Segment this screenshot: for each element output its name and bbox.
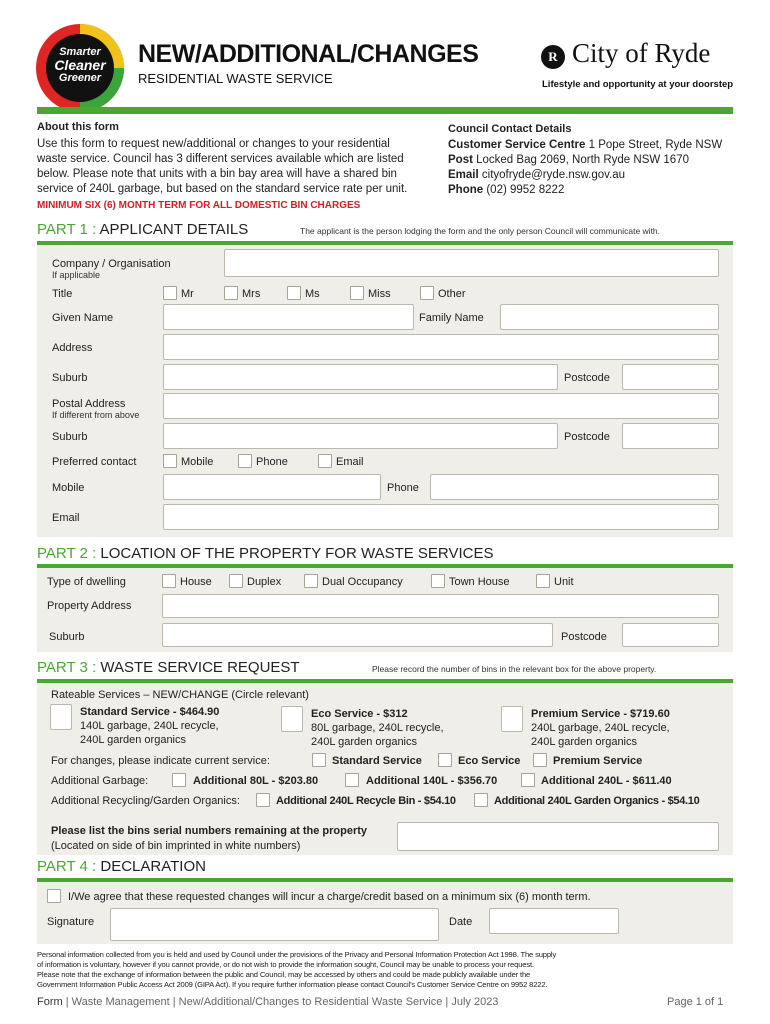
property-suburb-label: Suburb [49,631,85,643]
recycling-option: Additional 240L Garden Organics - $54.10 [494,795,700,807]
privacy-line: Please note that the exchange of information between the public and Council, may be accessed by others and could be made publicly available under the [37,970,531,979]
current-option: Eco Service [458,755,521,767]
part2-heading [37,545,494,562]
contact-phone: (02) 9952 8222 [486,184,565,196]
dwelling-duplex-checkbox[interactable] [229,574,243,588]
address-input[interactable] [163,334,719,360]
company-label [52,258,171,280]
service-detail: 240L garbage, 240L recycle, [531,722,670,734]
serial-label [51,824,367,854]
title-option: Mrs [242,288,261,300]
standard-count-box[interactable] [50,704,72,730]
service-detail: 240L garden organics [80,734,187,746]
title-mrs-checkbox[interactable] [224,286,238,300]
label-text: Company / Organisation [52,258,171,270]
family-name-input[interactable] [500,304,719,330]
privacy-line: Government Information Public Access Act 2009 (GIPA Act). If you require further information please contact Council’s Customer Service Centre on 9952 8222. [37,980,548,989]
email-input[interactable] [163,504,719,530]
garbage-option: Additional 240L - $611.40 [541,775,672,787]
current-premium-checkbox[interactable] [533,753,547,767]
postcode-label: Postcode [564,372,610,384]
dwelling-option: House [180,576,212,588]
additional-garbage-label: Additional Garbage: [51,775,149,787]
signature-label: Signature [47,916,95,928]
dwelling-dual-checkbox[interactable] [304,574,318,588]
pref-phone-checkbox[interactable] [238,454,252,468]
email-label: Email [52,512,80,524]
preferred-contact-label: Preferred contact [52,456,137,468]
eco-service [311,707,444,749]
contact-label: Customer Service Centre [448,139,586,151]
logo-line-3: Greener [58,72,102,84]
privacy-line: Personal information collected from you is held and used by Council under the provisions of the Privacy and Personal Information Protection Act 1998. The supply [37,950,557,959]
given-name-input[interactable] [163,304,414,330]
mobile-input[interactable] [163,474,381,500]
rateable-label: Rateable Services – NEW/CHANGE (Circle relevant) [51,689,309,701]
label-sub: If applicable [52,270,101,280]
property-address-label: Property Address [47,600,132,612]
about-line: below. Please note that units with a bin bay area will have a shared bin [37,168,397,180]
council-tagline: Lifestyle and opportunity at your doorstep [542,79,734,90]
current-service-label: For changes, please indicate current service: [51,755,270,767]
footer-form: Form [37,996,63,1008]
label-text: Postal Address [52,398,126,410]
service-detail: 240L garden organics [531,736,638,748]
title-option: Mr [181,288,194,300]
pref-option: Email [336,456,364,468]
recycle-240l-checkbox[interactable] [256,793,270,807]
recycling-option: Additional 240L Recycle Bin - $54.10 [276,795,456,807]
signature-input[interactable] [110,908,439,941]
title-ms-checkbox[interactable] [287,286,301,300]
footer-text [37,996,498,1008]
date-label: Date [449,916,473,928]
contact-value: Locked Bag 2069, North Ryde NSW 1670 [476,154,689,166]
pref-mobile-checkbox[interactable] [163,454,177,468]
garbage-240l-checkbox[interactable] [521,773,535,787]
pref-email-checkbox[interactable] [318,454,332,468]
service-detail: 80L garbage, 240L recycle, [311,722,444,734]
part3-heading [37,659,300,676]
part-title: DECLARATION [100,858,206,875]
privacy-notice [37,950,556,990]
agree-checkbox[interactable] [47,889,61,903]
standard-service [80,705,219,747]
about-line: waste service. Council has 3 different services available which are listed [37,153,404,165]
part-number: PART 3 : [37,659,97,676]
postal-suburb-label: Suburb [52,431,88,443]
minimum-term-warning: MINIMUM SIX (6) MONTH TERM FOR ALL DOMESTIC BIN CHARGES [37,200,361,211]
part-number: PART 4 : [37,858,97,875]
postal-address-input[interactable] [163,393,719,419]
postal-suburb-input[interactable] [163,423,558,449]
part3-note: Please record the number of bins in the relevant box for the above property. [372,664,657,674]
service-name: Eco Service - $312 [311,708,408,720]
contact-heading: Council Contact Details [448,123,572,135]
service-detail: 240L garden organics [311,736,418,748]
dwelling-townhouse-checkbox[interactable] [431,574,445,588]
title-option: Miss [368,288,391,300]
council-name: City of Ryde [572,38,711,68]
title-option: Other [438,288,466,300]
dwelling-option: Unit [554,576,574,588]
part-number: PART 2 : [37,545,97,562]
logo-line-1: Smarter [59,46,101,58]
garbage-140l-checkbox[interactable] [345,773,359,787]
suburb-input[interactable] [163,364,558,390]
suburb-label: Suburb [52,372,88,384]
about-line: Use this form to request new/additional or changes to your residential [37,138,390,150]
given-name-label: Given Name [52,312,114,324]
company-input[interactable] [224,249,719,277]
property-suburb-input[interactable] [162,623,553,647]
part-number: PART 1 : [37,221,97,238]
logo-line-2: Cleaner [54,57,106,73]
title-label: Title [52,288,73,300]
service-name: Premium Service - $719.60 [531,708,670,720]
about-heading: About this form [37,121,119,133]
contact-label: Phone [448,184,484,196]
program-logo [34,22,126,114]
eco-count-box[interactable] [281,706,303,732]
part1-note: The applicant is the person lodging the form and the only person Council will communicate with. [300,226,661,236]
pref-option: Phone [256,456,288,468]
address-label: Address [52,342,93,354]
family-name-label: Family Name [419,312,484,324]
dwelling-label: Type of dwelling [47,576,126,588]
title-miss-checkbox[interactable] [350,286,364,300]
postal-postcode-input[interactable] [622,423,719,449]
about-line: service of 240L garbage, but based on the standard service rate per unit. [37,183,408,195]
garbage-80l-checkbox[interactable] [172,773,186,787]
service-name: Standard Service - $464.90 [80,706,220,718]
contact-value: 1 Pope Street, Ryde NSW [588,139,723,151]
part1-heading [37,221,248,238]
part-title: WASTE SERVICE REQUEST [100,659,300,676]
property-postcode-label: Postcode [561,631,607,643]
dwelling-option: Town House [449,576,510,588]
dwelling-option: Dual Occupancy [322,576,403,588]
council-emblem-icon: R [541,45,565,69]
mobile-label: Mobile [52,482,85,494]
garbage-option: Additional 140L - $356.70 [366,775,498,787]
contact-details [448,138,722,198]
part-title: APPLICANT DETAILS [99,221,249,238]
property-postcode-input[interactable] [622,623,719,647]
property-address-input[interactable] [162,594,719,618]
additional-recycling-label: Additional Recycling/Garden Organics: [51,795,240,807]
premium-service [531,707,670,749]
footer-details: | Waste Management | New/Additional/Changes to Residential Waste Service | July 2023 [65,996,499,1008]
serial-input[interactable] [397,822,719,851]
serial-text: Please list the bins serial numbers remaining at the property [51,825,368,837]
postal-address-label [52,398,139,420]
service-detail: 140L garbage, 240L recycle, [80,720,219,732]
current-standard-checkbox[interactable] [312,753,326,767]
header-divider [37,107,733,114]
title-mr-checkbox[interactable] [163,286,177,300]
serial-subtext: (Located on side of bin imprinted in white numbers) [51,840,301,852]
dwelling-unit-checkbox[interactable] [536,574,550,588]
date-input[interactable] [489,908,619,934]
contact-label: Post [448,154,473,166]
privacy-line: of information is voluntary, however if you cannot provide, or do not wish to provide the information sought, Council may be unable to process your request. [37,960,534,969]
form-subtitle: RESIDENTIAL WASTE SERVICE [138,71,333,86]
contact-email[interactable]: cityofryde@ryde.nsw.gov.au [481,169,626,181]
garbage-option: Additional 80L - $203.80 [193,775,319,787]
premium-count-box[interactable] [501,706,523,732]
title-option: Ms [305,288,320,300]
part4-heading [37,858,206,875]
current-option: Standard Service [332,755,422,767]
agree-text: I/We agree that these requested changes will incur a charge/credit based on a minimum six (6) month term. [68,891,591,903]
page-number: Page 1 of 1 [667,996,724,1008]
dwelling-house-checkbox[interactable] [162,574,176,588]
current-eco-checkbox[interactable] [438,753,452,767]
phone-label: Phone [387,482,419,494]
dwelling-option: Duplex [247,576,282,588]
current-option: Premium Service [553,755,643,767]
form-title: NEW/ADDITIONAL/CHANGES [138,40,479,68]
part-title: LOCATION OF THE PROPERTY FOR WASTE SERVICES [100,545,494,562]
title-other-checkbox[interactable] [420,286,434,300]
about-text [37,137,407,197]
phone-input[interactable] [430,474,719,500]
label-sub: If different from above [52,410,140,420]
garden-240l-checkbox[interactable] [474,793,488,807]
contact-label: Email [448,169,479,181]
postal-postcode-label: Postcode [564,431,610,443]
postcode-input[interactable] [622,364,719,390]
pref-option: Mobile [181,456,214,468]
